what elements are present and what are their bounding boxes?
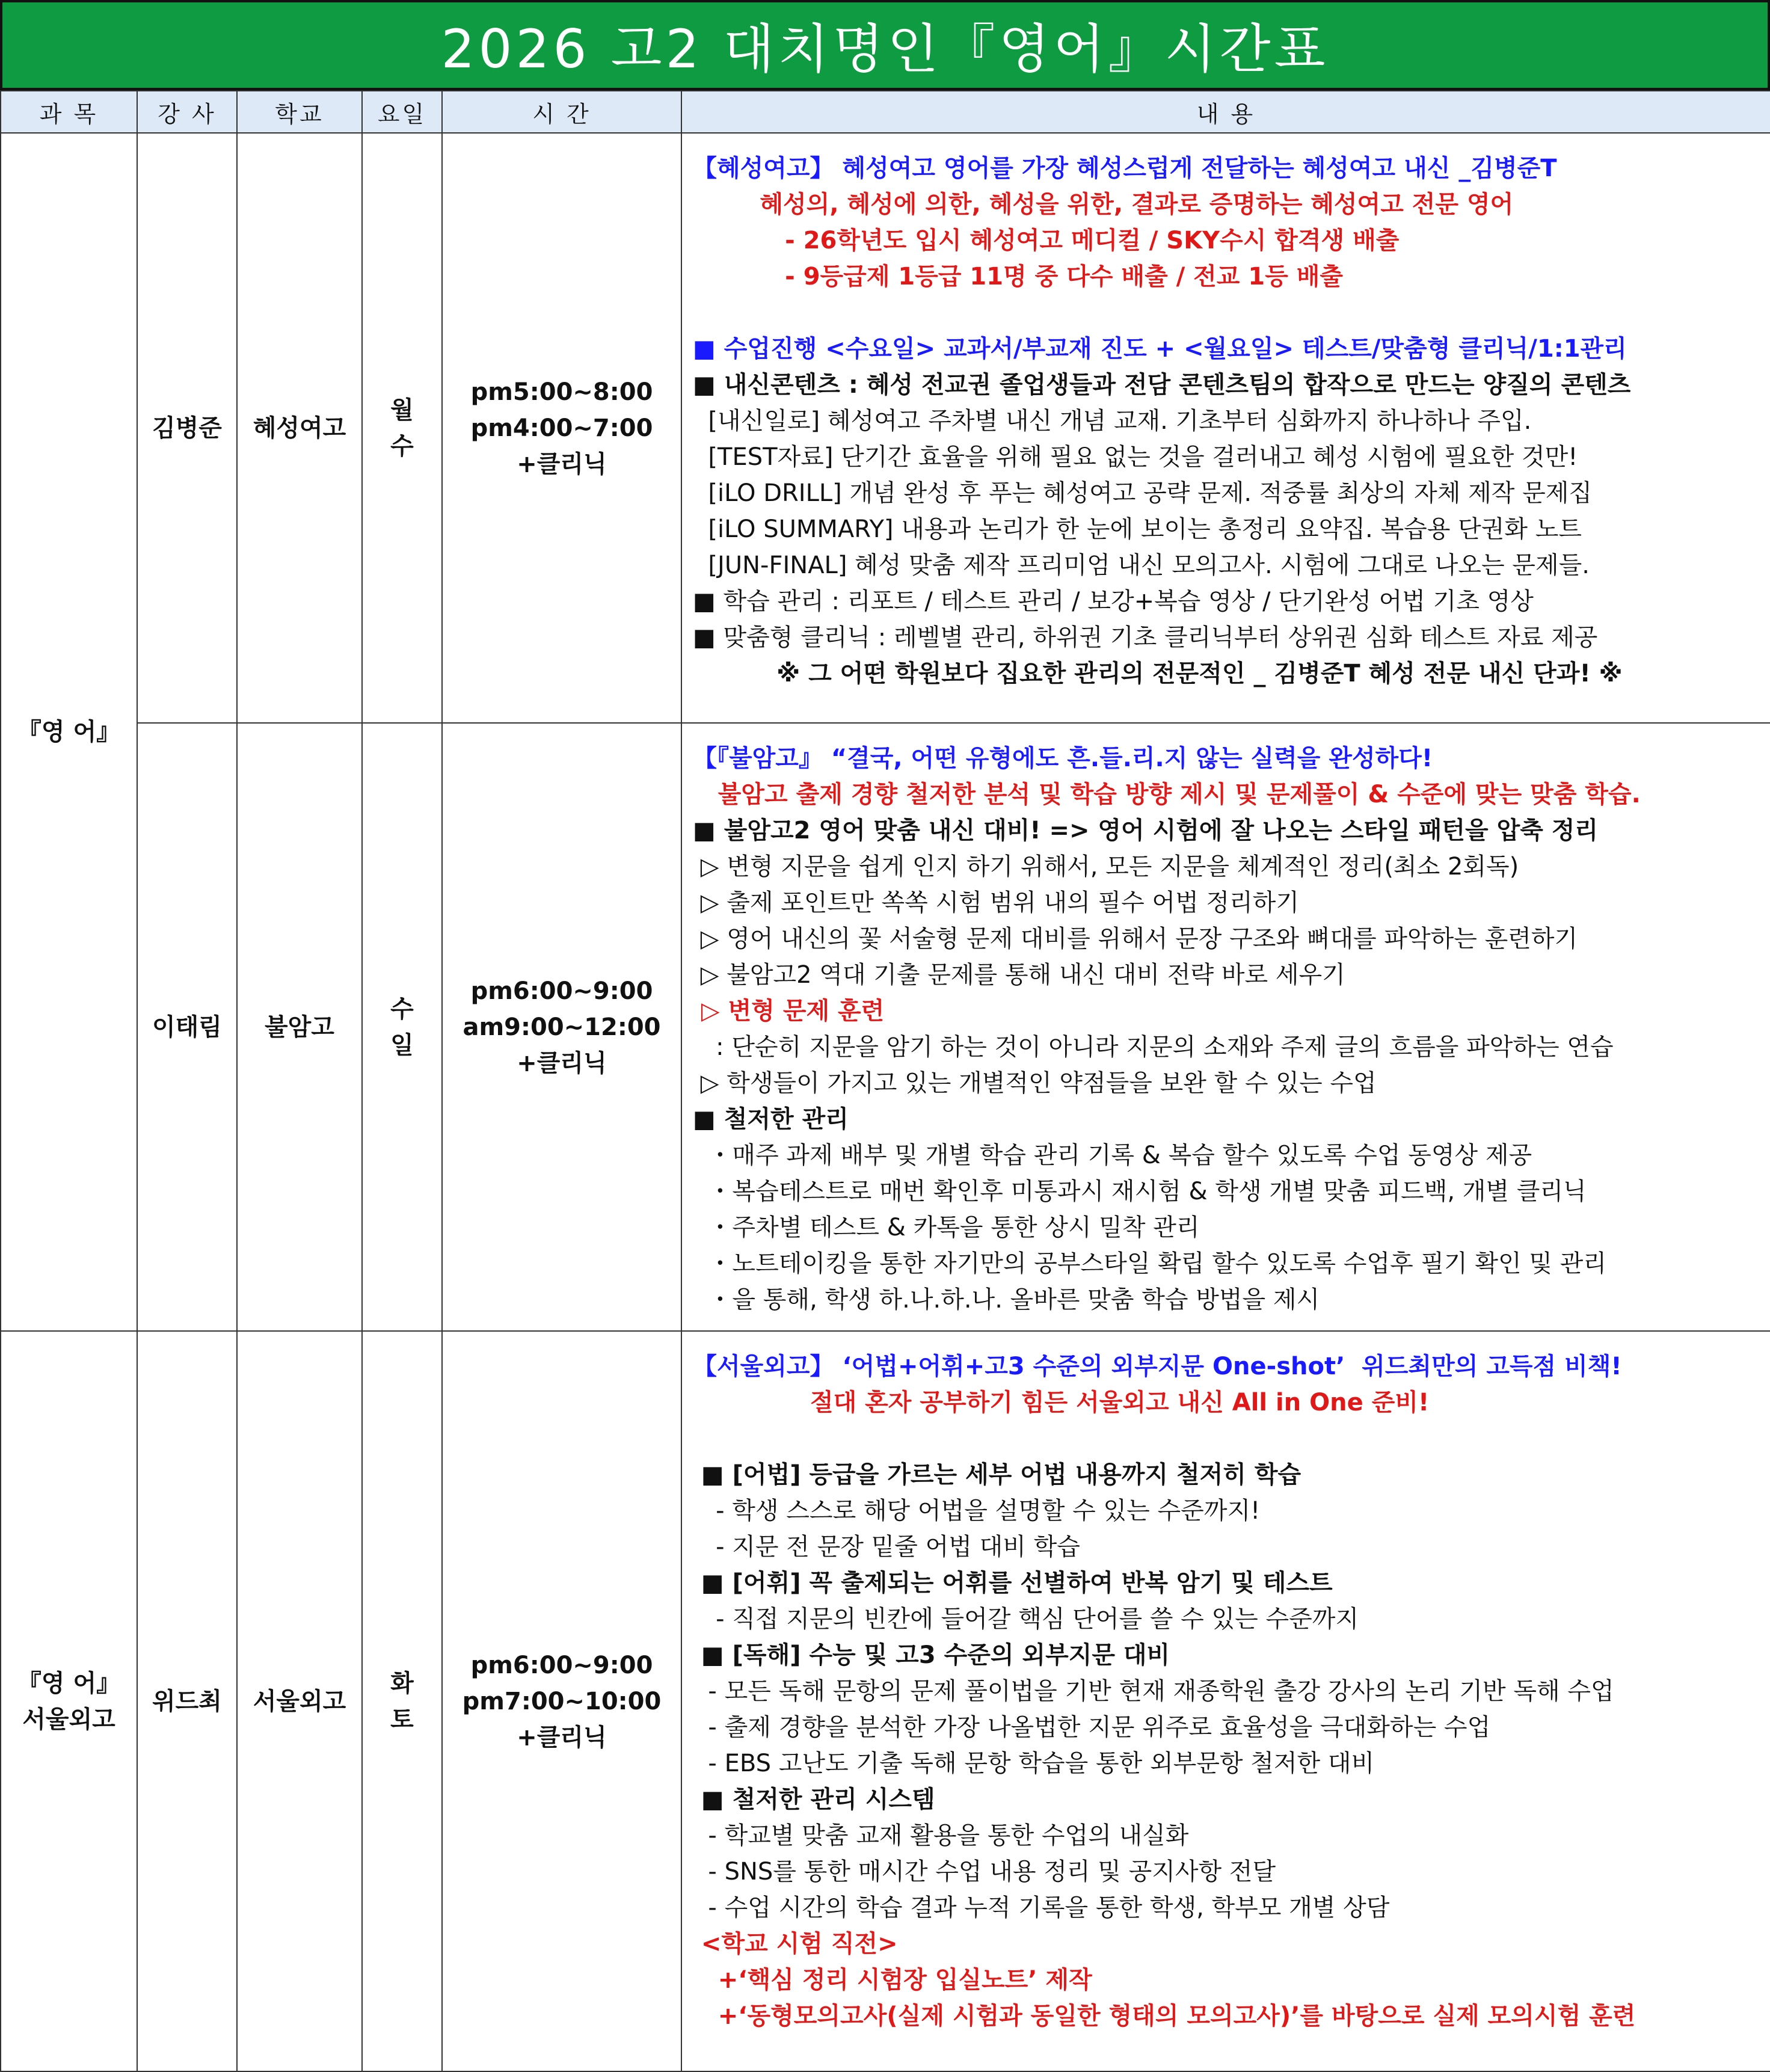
teacher-text: 위드최 [152, 1687, 222, 1715]
content-line: ■ 철저한 관리 [693, 1105, 849, 1133]
time-text: pm7:00~10:00 [462, 1687, 662, 1715]
content-line: ・매주 과제 배부 및 개별 학습 관리 기록 & 복습 할수 있도록 수업 동영상 제공 [693, 1142, 1532, 1169]
school-cell [237, 133, 362, 723]
time-cell [442, 1331, 681, 2071]
table-row [1, 133, 1770, 723]
content-line: - 직접 지문의 빈칸에 들어갈 핵심 단어를 쓸 수 있는 수준까지 [693, 1605, 1359, 1633]
content-line: 【혜성여고】 혜성여고 영어를 가장 혜성스럽게 전달하는 혜성여고 내신 _김병준T [693, 155, 1557, 182]
header-row [1, 91, 1770, 133]
subject-text: 『영 어』 서울외고 [17, 1669, 121, 1733]
content-line [693, 1421, 1762, 1457]
content-line: : 단순히 지문을 암기 하는 것이 아니라 지문의 소재와 주제 글의 흐름을 파악하는 연습 [693, 1033, 1614, 1061]
content-line: ・노트테이킹을 통한 자기만의 공부스타일 확립 할수 있도록 수업후 필기 확인 및 관리 [693, 1250, 1607, 1277]
school-text: 혜성여고 [253, 414, 346, 442]
content-line: - 학교별 맞춤 교재 활용을 통한 수업의 내실화 [693, 1822, 1189, 1849]
time-text: pm6:00~9:00 [470, 977, 653, 1005]
content-line: ▷ 변형 지문을 쉽게 인지 하기 위해서, 모든 지문을 체계적인 정리(최소 2회독) [693, 853, 1519, 881]
school-text: 서울외고 [253, 1687, 346, 1715]
table-row [1, 723, 1770, 1331]
content-line: - 모든 독해 문항의 문제 풀이법을 기반 현재 재종학원 출강 강사의 논리 기반 독해 수업 [693, 1677, 1614, 1705]
content-line: ▷ 영어 내신의 꽃 서술형 문제 대비를 위해서 문장 구조와 뼈대를 파악하는 훈련하기 [693, 925, 1578, 953]
content-line: 불암고 출제 경향 철저한 분석 및 학습 방향 제시 및 문제풀이 & 수준에 맞는 맞춤 학습. [693, 781, 1641, 808]
content-line: ▷ 불암고2 역대 기출 문제를 통해 내신 대비 전략 바로 세우기 [693, 961, 1345, 989]
subject-cell [1, 1331, 137, 2071]
header-teacher: 강 사 [137, 91, 237, 133]
content-line: 【『불암고』 “결국, 어떤 유형에도 흔.들.리.지 않는 실력을 완성하다! [693, 745, 1433, 772]
content-cell [681, 723, 1770, 1331]
header-time: 시 간 [442, 91, 681, 133]
day-text: 수 [390, 995, 414, 1023]
content-line: [JUN-FINAL] 혜성 맞춤 제작 프리미엄 내신 모의고사. 시험에 그대로 나오는 문제들. [693, 552, 1590, 579]
day-text: 일 [390, 1031, 414, 1059]
content-line: +‘동형모의고사(실제 시험과 동일한 형태의 모의고사)’를 바탕으로 실제 모의시험 훈련 [693, 2002, 1636, 2030]
day-text: 토 [390, 1705, 414, 1733]
teacher-cell [137, 723, 237, 1331]
content-line: ・복습테스트로 매번 확인후 미통과시 재시험 & 학생 개별 맞춤 피드백, 개별 클리닉 [693, 1178, 1587, 1205]
time-cell [442, 133, 681, 723]
content-line: - 9등급제 1등급 11명 중 다수 배출 / 전교 1등 배출 [693, 263, 1344, 291]
header-subject: 과 목 [1, 91, 137, 133]
table-row [1, 1331, 1770, 2071]
school-cell [237, 1331, 362, 2071]
content-line: - 출제 경향을 분석한 가장 나올법한 지문 위주로 효율성을 극대화하는 수업 [693, 1714, 1491, 1741]
school-text: 불암고 [265, 1013, 334, 1041]
teacher-text: 이태림 [152, 1013, 222, 1041]
content-line: <학교 시험 직전> [693, 1930, 898, 1958]
content-line: - 수업 시간의 학습 결과 누적 기록을 통한 학생, 학부모 개별 상담 [693, 1894, 1390, 1922]
day-text: 월 [390, 396, 414, 424]
content-line: - 26학년도 입시 혜성여고 메디컬 / SKY수시 합격생 배출 [693, 227, 1400, 254]
header-day: 요일 [362, 91, 442, 133]
content-line: - EBS 고난도 기출 독해 문항 학습을 통한 외부문항 철저한 대비 [693, 1750, 1375, 1777]
content-line: ■ [어법] 등급을 가르는 세부 어법 내용까지 철저히 학습 [693, 1461, 1301, 1489]
content-line: 【서울외고】 ‘어법+어휘+고3 수준의 외부지문 One-shot’ 위드최만의 고득점 비책! [693, 1353, 1622, 1380]
day-text: 수 [390, 432, 414, 460]
content-line: 절대 혼자 공부하기 힘든 서울외고 내신 All in One 준비! [693, 1389, 1430, 1416]
content-line: [내신일로] 혜성여고 주차별 내신 개념 교재. 기초부터 심화까지 하나하나 주입. [693, 407, 1532, 435]
content-line: ※ 그 어떤 학원보다 집요한 관리의 전문적인 _ 김병준T 혜성 전문 내신 단과! ※ [693, 660, 1623, 687]
clinic-text: +클리닉 [517, 450, 607, 478]
time-text: pm4:00~7:00 [470, 414, 653, 442]
clinic-text: +클리닉 [517, 1049, 607, 1077]
content-line: ▷ 출제 포인트만 쏙쏙 시험 범위 내의 필수 어법 정리하기 [693, 889, 1299, 917]
teacher-cell [137, 1331, 237, 2071]
content-line: ■ [독해] 수능 및 고3 수준의 외부지문 대비 [693, 1641, 1170, 1669]
day-cell [362, 723, 442, 1331]
content-line: ■ 학습 관리 : 리포트 / 테스트 관리 / 보강+복습 영상 / 단기완성 어법 기초 영상 [693, 588, 1534, 615]
time-cell [442, 723, 681, 1331]
subject-text: 『영 어』 [17, 718, 121, 746]
school-cell [237, 723, 362, 1331]
day-cell [362, 133, 442, 723]
content-line: ・을 통해, 학생 하.나.하.나. 올바른 맞춤 학습 방법을 제시 [693, 1286, 1320, 1314]
content-line: ▷ 변형 문제 훈련 [693, 997, 885, 1025]
teacher-cell [137, 133, 237, 723]
day-text: 화 [390, 1669, 414, 1697]
content-line: ・주차별 테스트 & 카톡을 통한 상시 밀착 관리 [693, 1214, 1200, 1241]
content-line: - 지문 전 문장 밑줄 어법 대비 학습 [693, 1533, 1080, 1561]
content-line: ■ 철저한 관리 시스템 [693, 1786, 935, 1813]
time-text: am9:00~12:00 [462, 1013, 661, 1041]
clinic-text: +클리닉 [517, 1723, 607, 1751]
content-line: ■ 수업진행 <수요일> 교과서/부교재 진도 + <월요일> 테스트/맞춤형 클리닉/1:1관리 [693, 335, 1627, 363]
time-text: pm6:00~9:00 [470, 1651, 653, 1679]
content-line: ■ 맞춤형 클리닉 : 레벨별 관리, 하위권 기초 클리닉부터 상위권 심화 테스트 자료 제공 [693, 624, 1598, 651]
content-line: ■ 불암고2 영어 맞춤 내신 대비! => 영어 시험에 잘 나오는 스타일 패턴을 압축 정리 [693, 817, 1599, 844]
teacher-text: 김병준 [152, 414, 222, 442]
content-line: [TEST자료] 단기간 효율을 위해 필요 없는 것을 걸러내고 혜성 시험에 필요한 것만! [693, 443, 1578, 471]
subject-cell [1, 133, 137, 1331]
content-line: ■ [어휘] 꼭 출제되는 어휘를 선별하여 반복 암기 및 테스트 [693, 1569, 1333, 1597]
content-line: ▷ 학생들이 가지고 있는 개별적인 약점들을 보완 할 수 있는 수업 [693, 1069, 1377, 1097]
content-cell [681, 133, 1770, 723]
content-line: [iLO SUMMARY] 내용과 논리가 한 눈에 보이는 총정리 요약집. 복습용 단권화 노트 [693, 515, 1582, 543]
day-cell [362, 1331, 442, 2071]
header-school: 학교 [237, 91, 362, 133]
content-line [693, 295, 1762, 331]
content-line: +‘핵심 정리 시험장 입실노트’ 제작 [693, 1966, 1092, 1994]
content-line: 혜성의, 혜성에 의한, 혜성을 위한, 결과로 증명하는 혜성여고 전문 영어 [693, 191, 1514, 218]
content-line: [iLO DRILL] 개념 완성 후 푸는 혜성여고 공략 문제. 적중률 최상의 자체 제작 문제집 [693, 479, 1592, 507]
header-content: 내 용 [681, 91, 1770, 133]
content-line: - 학생 스스로 해당 어법을 설명할 수 있는 수준까지! [693, 1497, 1261, 1525]
content-line: ■ 내신콘텐츠 : 혜성 전교권 졸업생들과 전담 콘텐츠팀의 합작으로 만드는 양질의 콘텐츠 [693, 371, 1631, 399]
content-cell [681, 1331, 1770, 2071]
timetable [0, 90, 1770, 2072]
content-line: - SNS를 통한 매시간 수업 내용 정리 및 공지사항 전달 [693, 1858, 1276, 1886]
page-title: 2026 고2 대치명인『영어』시간표 [0, 0, 1770, 90]
time-text: pm5:00~8:00 [470, 378, 653, 406]
